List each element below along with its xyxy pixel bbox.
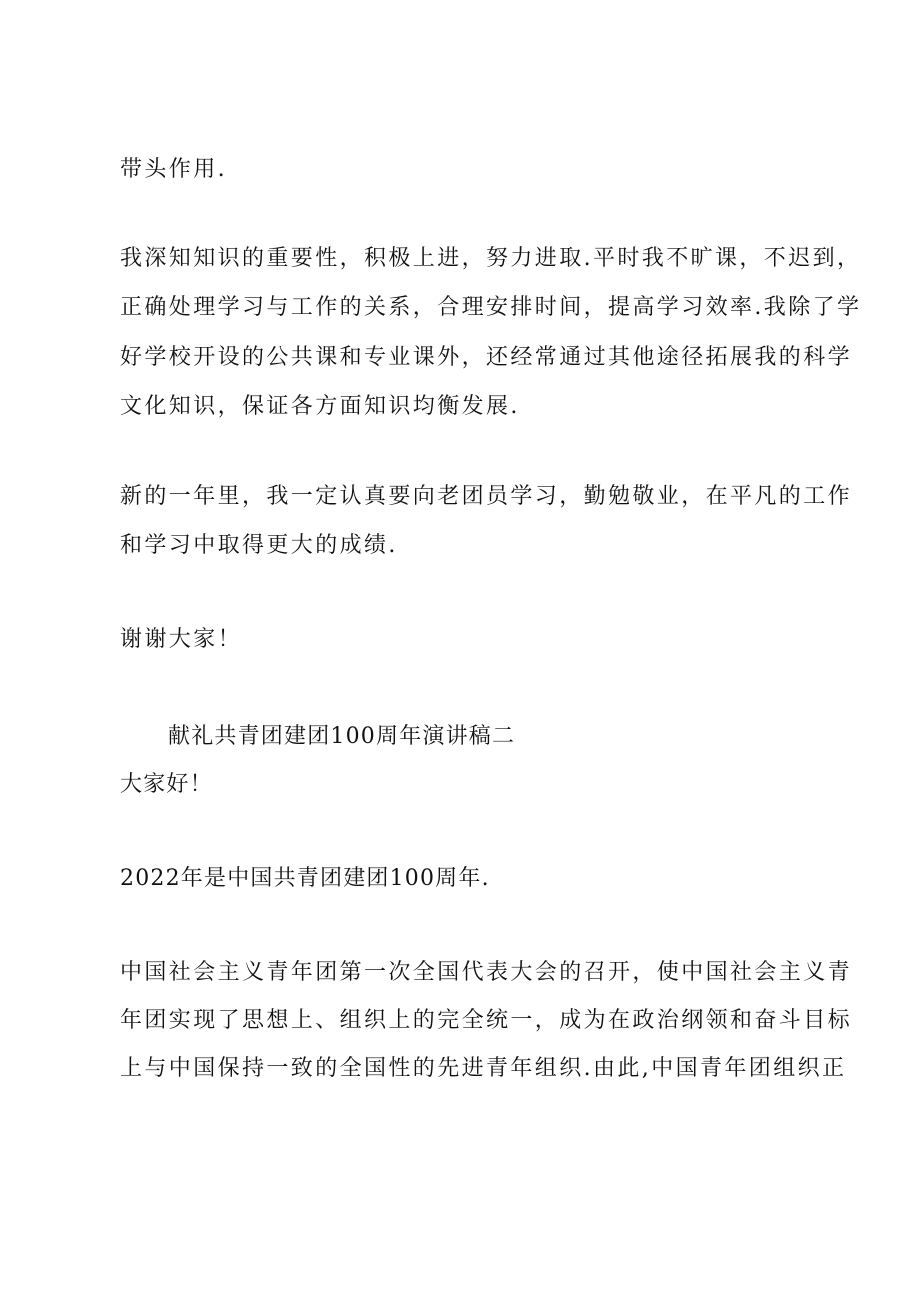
paragraph-line: 和学习中取得更大的成绩.: [120, 533, 398, 558]
paragraph-line: 上与中国保持一致的全国性的先进青年组织.由此,中国青年团组织正: [120, 1056, 847, 1081]
paragraph-line: 文化知识，保证各方面知识均衡发展.: [120, 394, 520, 419]
paragraph-line: 带头作用.: [120, 157, 227, 182]
paragraph-line: 我深知知识的重要性，积极上进，努力进取.平时我不旷课，不迟到，: [120, 246, 862, 271]
greeting-line: 大家好！: [120, 772, 213, 797]
paragraph-line: 好学校开设的公共课和专业课外，还经常通过其他途径拓展我的科学: [120, 345, 853, 370]
closing-line: 谢谢大家！: [120, 627, 243, 652]
paragraph-line: 正确处理学习与工作的关系，合理安排时间，提高学习效率.我除了学: [120, 295, 862, 320]
paragraph-line: 年团实现了思想上、组织上的完全统一，成为在政治纲领和奋斗目标: [120, 1008, 853, 1033]
paragraph-line: 新的一年里，我一定认真要向老团员学习，勤勉敬业，在平凡的工作: [120, 484, 853, 509]
paragraph-line: 2022年是中国共青团建团100周年.: [120, 866, 490, 891]
section-title: 献礼共青团建团100周年演讲稿二: [168, 724, 516, 749]
paragraph-line: 中国社会主义青年团第一次全国代表大会的召开，使中国社会主义青: [120, 960, 853, 985]
